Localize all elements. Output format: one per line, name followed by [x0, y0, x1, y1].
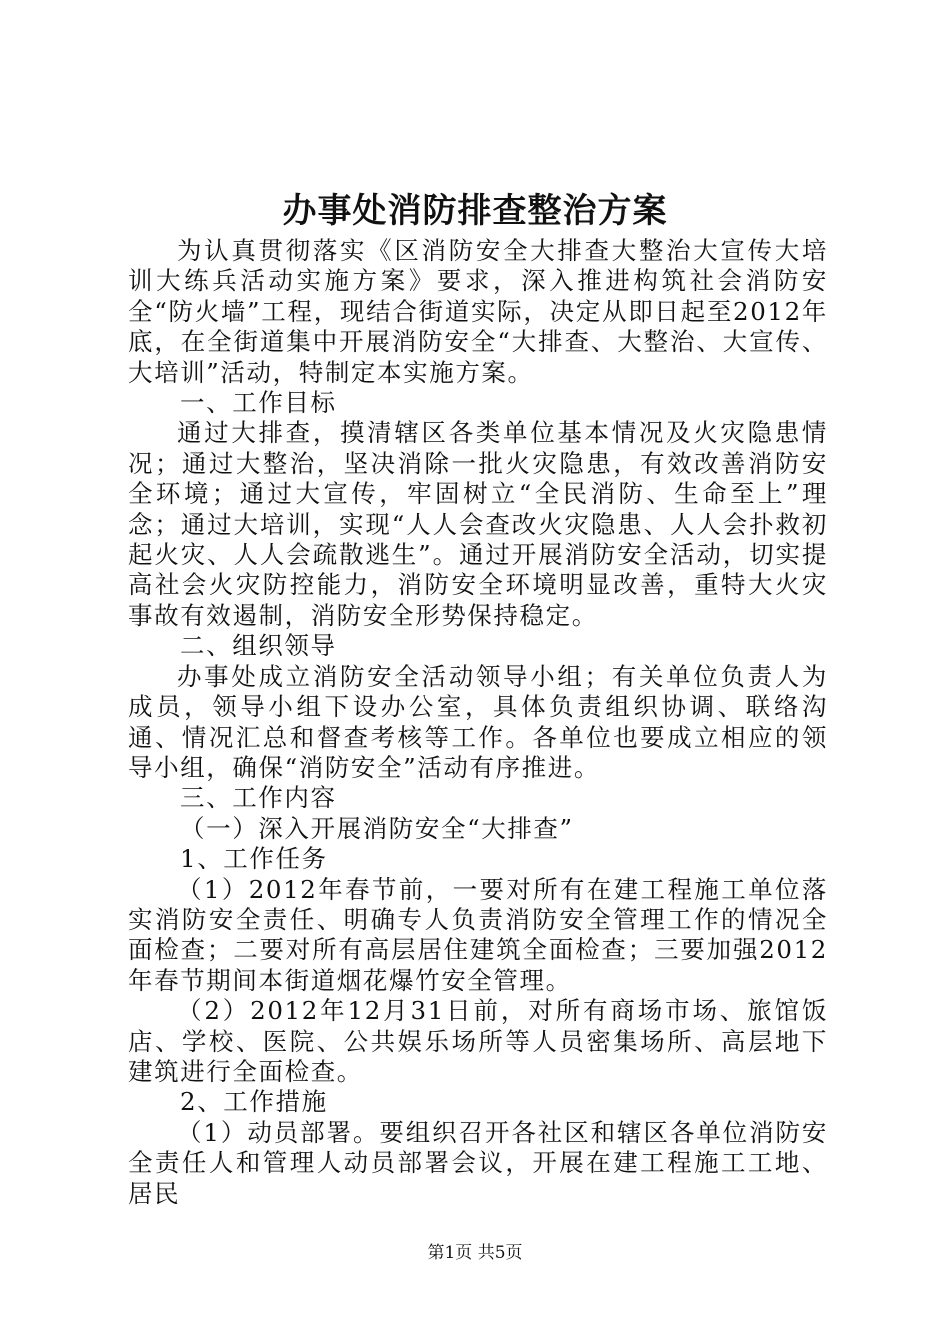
- paragraph-task-2: （2）2012年12月31日前，对所有商场市场、旅馆饭店、学校、医院、公共娱乐场所等人员密集场所、高层地下建筑进行全面检查。: [128, 996, 828, 1086]
- paragraph-measure-1: （1）动员部署。要组织召开各社区和辖区各单位消防安全责任人和管理人动员部署会议，开展在建工程施工工地、居民: [128, 1117, 828, 1208]
- paragraph-leadership: 办事处成立消防安全活动领导小组；有关单位负责人为成员，领导小组下设办公室，具体负责组织协调、联络沟通、情况汇总和督查考核等工作。各单位也要成立相应的领导小组，确保“消防安全”活动有序推进。: [128, 661, 828, 782]
- section-heading-goals: 一、工作目标: [180, 388, 337, 418]
- paragraph-goals: 通过大排查，摸清辖区各类单位基本情况及火灾隐患情况；通过大整治，坚决消除一批火灾隐患，有效改善消防安全环境；通过大宣传，牢固树立“全民消防、生命至上”理念；通过大培训，实现“人人会查改火灾隐患、人人会扑救初起火灾、人人会疏散逃生”。通过开展消防安全活动，切实提高社会火灾防控能力，消防安全环境明显改善，重特大火灾事故有效遏制，消防安全形势保持稳定。: [128, 418, 828, 630]
- subsection-heading-inspection: （一）深入开展消防安全“大排查”: [180, 813, 574, 843]
- page-footer: 第1页 共5页: [427, 1243, 523, 1263]
- paragraph-task-1: （1）2012年春节前，一要对所有在建工程施工单位落实消防安全责任、明确专人负责消防安全管理工作的情况全面检查；二要对所有高层居住建筑全面检查；三要加强2012年春节期间本街道烟花爆竹安全管理。: [128, 874, 828, 995]
- document-title: 办事处消防排查整治方案: [282, 191, 668, 231]
- item-heading-measures: 2、工作措施: [180, 1087, 328, 1117]
- section-heading-content: 三、工作内容: [180, 783, 337, 813]
- paragraph-intro: 为认真贯彻落实《区消防安全大排查大整治大宣传大培训大练兵活动实施方案》要求，深入推进构筑社会消防安全“防火墙”工程，现结合街道实际，决定从即日起至2012年底，在全街道集中开展消防安全“大排查、大整治、大宣传、大培训”活动，特制定本实施方案。: [128, 236, 828, 387]
- section-heading-leadership: 二、组织领导: [180, 631, 337, 661]
- item-heading-tasks: 1、工作任务: [180, 844, 328, 874]
- document-body: [128, 236, 828, 1209]
